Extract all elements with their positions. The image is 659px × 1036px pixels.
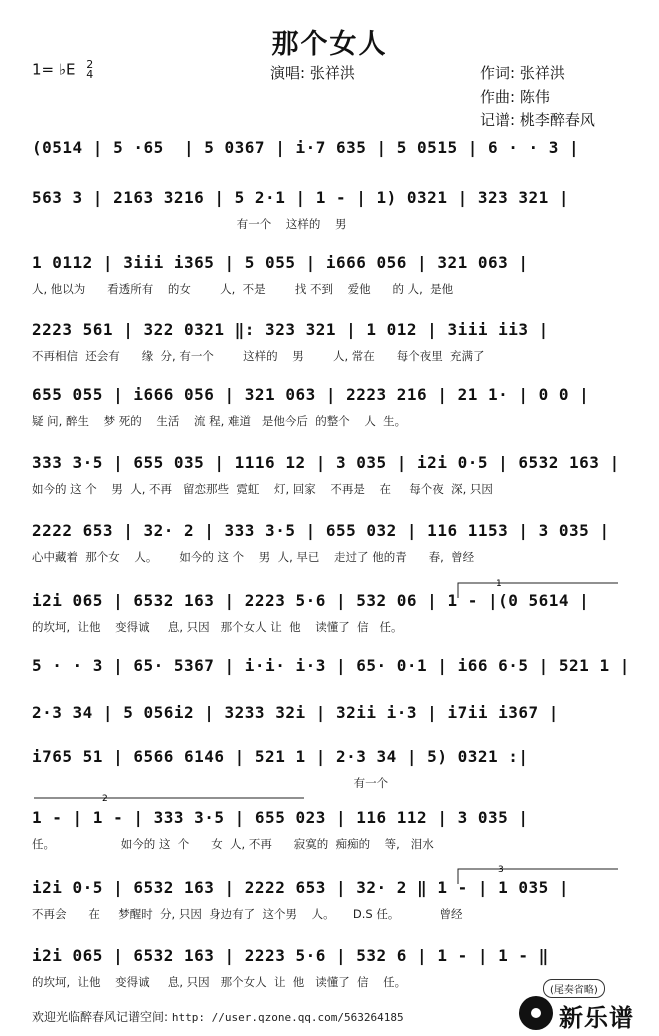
volta-label-2: 2 bbox=[102, 794, 108, 804]
score-line-8 bbox=[0, 591, 659, 659]
time-top: 2 bbox=[86, 58, 94, 71]
score-line-7 bbox=[0, 521, 659, 589]
lyrics-row: 如今的 这 个 男 人, 不再 留恋那些 霓虹 灯, 回家 不再是 在 每个夜 深, 只因 bbox=[32, 482, 493, 496]
singer-credit: 演唱: 张祥洪 bbox=[270, 64, 355, 82]
lyrics-row: 的坎坷, 让他 变得诚 息, 只因 那个女人 让 他 读懂了 信 任。 bbox=[32, 975, 407, 989]
notes-row: 2223 561 | 322 0321 ‖: 323 321 | 1 012 | 3iii ii3 | bbox=[32, 320, 549, 339]
lyrics-row bbox=[32, 731, 631, 747]
score-line-3 bbox=[0, 253, 659, 321]
footer-url[interactable]: http: //user.qzone.qq.com/563264185 bbox=[171, 1011, 404, 1024]
notes-row: 1 - | 1 - | 333 3·5 | 655 023 | 116 112 | 3 035 | bbox=[32, 808, 529, 827]
lyrics-row: 有一个 这样的 男 bbox=[32, 217, 347, 231]
lyrics-row bbox=[32, 166, 631, 182]
lyrics-row: 不再相信 还会有 缘 分, 有一个 这样的 男 人, 常在 每个夜里 充满了 bbox=[32, 349, 485, 363]
score-line-2 bbox=[0, 188, 659, 256]
notes-row: 1 0112 | 3iii i365 | 5 055 | i666 056 | 321 063 | bbox=[32, 253, 529, 272]
score-line-6 bbox=[0, 453, 659, 521]
lyricist-credit: 作词: 张祥洪 bbox=[480, 64, 565, 82]
lyrics-row bbox=[32, 684, 631, 700]
footer-text: 欢迎光临醉春风记谱空间: bbox=[32, 1010, 172, 1024]
lyrics-row: 任。 如今的 这 个 女 人, 不再 寂寞的 痴痴的 等, 泪水 bbox=[32, 837, 434, 851]
tail-note: (尾奏省略) bbox=[543, 979, 605, 998]
notes-row: i2i 0·5 | 6532 163 | 2222 653 | 32· 2 ‖ 1 - | 1 035 | bbox=[32, 878, 570, 897]
score-line-4 bbox=[0, 320, 659, 388]
site-logo[interactable] bbox=[519, 996, 651, 1032]
lyrics-row: 心中藏着 那个女 人。 如今的 这 个 男 人, 早已 走过了 他的青 春, 曾经 bbox=[32, 550, 475, 564]
score-line-13 bbox=[0, 878, 659, 946]
lyrics-row: 人, 他以为 看透所有 的女 人, 不是 找 不到 爱他 的 人, 是他 bbox=[32, 282, 454, 296]
volta-label-1: 1 bbox=[496, 579, 502, 589]
notes-row: i2i 065 | 6532 163 | 2223 5·6 | 532 6 | 1 - | 1 - ‖ bbox=[32, 946, 549, 965]
score-line-12 bbox=[0, 808, 659, 876]
notes-row: 2·3 34 | 5 056i2 | 3233 32i | 32ii i·3 | i7ii i367 | bbox=[32, 703, 559, 722]
notes-row: i765 51 | 6566 6146 | 521 1 | 2·3 34 | 5) 0321 :| bbox=[32, 747, 529, 766]
notes-row: 333 3·5 | 655 035 | 1116 12 | 3 035 | i2i 0·5 | 6532 163 | bbox=[32, 453, 620, 472]
notes-row: i2i 065 | 6532 163 | 2223 5·6 | 532 06 | 1 - |(0 5614 | bbox=[32, 591, 590, 610]
time-signature bbox=[86, 60, 93, 80]
notes-row: (0514 | 5 ·65 | 5 0367 | i·7 635 | 5 0515 | 6 · · 3 | bbox=[32, 138, 580, 157]
lyrics-row: 不再会 在 梦醒时 分, 只因 身边有了 这个男 人。 D.S 任。 曾经 bbox=[32, 907, 463, 921]
score-line-11 bbox=[0, 747, 659, 815]
notes-row: 563 3 | 2163 3216 | 5 2·1 | 1 - | 1) 0321 | 323 321 | bbox=[32, 188, 570, 207]
notes-row: 655 055 | i666 056 | 321 063 | 2223 216 | 21 1· | 0 0 | bbox=[32, 385, 590, 404]
lyrics-row: 的坎坷, 让他 变得诚 息, 只因 那个女人 让 他 读懂了 信 任。 bbox=[32, 620, 403, 634]
key-label: 1= ♭E bbox=[32, 60, 76, 79]
composer-credit: 作曲: 陈伟 bbox=[480, 88, 550, 106]
notes-row: 5 · · 3 | 65· 5367 | i·i· i·3 | 65· 0·1 | i66 6·5 | 521 1 | bbox=[32, 656, 630, 675]
lyrics-row: 有一个 bbox=[32, 776, 389, 790]
time-bottom: 4 bbox=[86, 68, 94, 81]
footer bbox=[32, 1008, 404, 1025]
lyrics-row: 疑 问, 醉生 梦 死的 生活 流 程, 难道 是他今后 的整个 人 生。 bbox=[32, 414, 407, 428]
key-signature bbox=[32, 60, 93, 80]
transcriber-credit: 记谱: 桃李醉春风 bbox=[480, 111, 595, 129]
song-title: 那个女人 bbox=[271, 29, 388, 60]
volta-label-3: 3 bbox=[498, 865, 504, 875]
notes-row: 2222 653 | 32· 2 | 333 3·5 | 655 032 | 116 1153 | 3 035 | bbox=[32, 521, 610, 540]
record-icon bbox=[519, 996, 553, 1030]
score-line-5 bbox=[0, 385, 659, 453]
logo-text: 新乐谱 bbox=[559, 1004, 634, 1032]
